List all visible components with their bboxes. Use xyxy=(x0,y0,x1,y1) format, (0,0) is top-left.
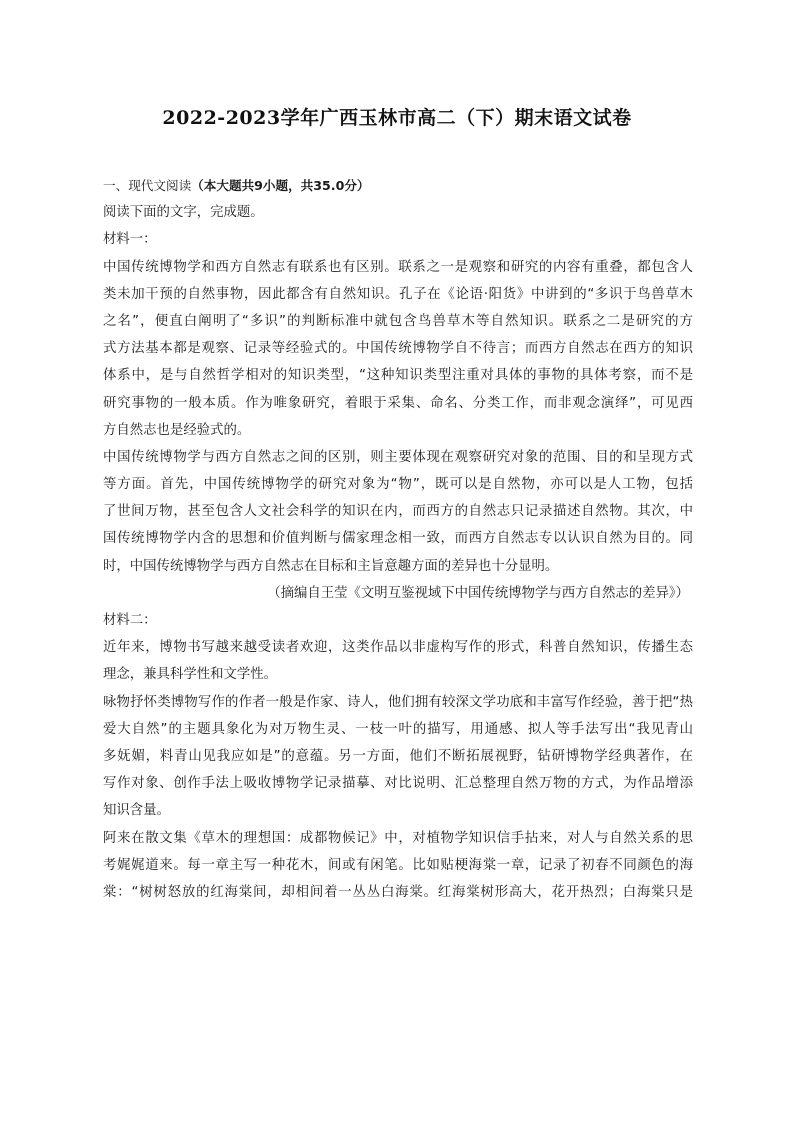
text-line: 理念，兼具科学性和文学性。 xyxy=(103,667,278,683)
text-line: 国传统博物学内含的思想和价值判断与儒家理念相一致，而西方自然志专以认识自然为目的。同 xyxy=(103,531,693,547)
document-body xyxy=(103,172,693,906)
material-two-paragraph-1 xyxy=(103,634,693,688)
text-line: 考娓娓道来。每一章主写一种花木，间或有闲笔。比如贴梗海棠一章，记录了初春不同颜色的海 xyxy=(103,857,693,873)
text-line: 了世间万物，甚至包含人文社会科学的知识在内，而西方的自然志只记录描述自然物。其次，中 xyxy=(103,504,693,520)
material-two-heading: 材料二： xyxy=(103,613,157,628)
text-line: 知识含量。 xyxy=(103,803,170,819)
section-detail: （本大题共9小题，共35.0分） xyxy=(191,178,370,193)
text-line: 近年来，博物书写越来越受读者欢迎，这类作品以非虚构写作的形式，科普自然知识，传播生态 xyxy=(103,640,693,656)
text-line: 写作对象、创作手法上吸收博物学记录描摹、对比说明、汇总整理自然万物的方式，为作品增添 xyxy=(103,776,693,792)
text-line: 中国传统博物学与西方自然志之间的区别，则主要体现在观察研究对象的范围、目的和呈现方式 xyxy=(103,449,693,465)
reading-instruction: 阅读下面的文字，完成题。 xyxy=(103,205,264,221)
material-one-paragraph-2 xyxy=(103,444,693,580)
text-line: 中国传统博物学和西方自然志有联系也有区别。联系之一是观察和研究的内容有重叠，都包含人 xyxy=(103,259,693,275)
text-line: 体系中，是与自然哲学相对的知识类型，“这种知识类型注重对具体的事物的具体考察，而不是 xyxy=(103,368,693,384)
text-line: 等方面。首先，中国传统博物学的研究对象为“物”，既可以是自然物，亦可以是人工物，包括 xyxy=(103,477,693,493)
text-line: 研究事物的一般本质。作为唯象研究，着眼于采集、命名、分类工作，而非观念演绎”，可见西 xyxy=(103,395,693,411)
text-line: 之名”，便直白阐明了“多识”的判断标准中就包含鸟兽草木等自然知识。联系之二是研究的方 xyxy=(103,313,693,329)
text-line: 阿来在散文集《草木的理想国：成都物候记》中，对植物学知识信手拈来，对人与自然关系的思 xyxy=(103,830,693,846)
text-line: 式方法基本都是观察、记录等经验式的。中国传统博物学自不待言；而西方自然志在西方的知识 xyxy=(103,341,693,357)
section-label: 一、现代文阅读 xyxy=(103,178,192,193)
text-line: 爱大自然”的主题具象化为对万物生灵、一枝一叶的描写，用通感、拟人等手法写出“我见青山 xyxy=(103,721,693,737)
material-one-source: （摘编自王莹《文明互鉴视域下中国传统博物学与西方自然志的差异》） xyxy=(267,585,689,601)
material-two-paragraph-2 xyxy=(103,689,693,825)
text-line: 棠：“树树怒放的红海棠间，却相间着一丛丛白海棠。红海棠树形高大，花开热烈；白海棠只是 xyxy=(103,884,693,900)
material-one-paragraph-1 xyxy=(103,254,693,444)
section-heading xyxy=(103,172,693,199)
text-line: 时，中国传统博物学与西方自然志在目标和主旨意趣方面的差异也十分显明。 xyxy=(103,558,559,574)
material-two-paragraph-3 xyxy=(103,825,693,907)
material-one-heading: 材料一： xyxy=(103,232,157,248)
text-line: 咏物抒怀类博物写作的作者一般是作家、诗人，他们拥有较深文学功底和丰富写作经验，善于把“热 xyxy=(103,694,693,710)
text-line: 类未加干预的自然事物，因此都含有自然知识。孔子在《论语·阳货》中讲到的“多识于鸟兽草木 xyxy=(103,286,693,302)
text-line: 多妩媚，料青山见我应如是”的意蕴。另一方面，他们不断拓展视野，钻研博物学经典著作，在 xyxy=(103,748,693,764)
text-line: 方自然志也是经验式的。 xyxy=(103,422,251,438)
page-title: 2022-2023学年广西玉林市高二（下）期末语文试卷 xyxy=(162,107,632,129)
